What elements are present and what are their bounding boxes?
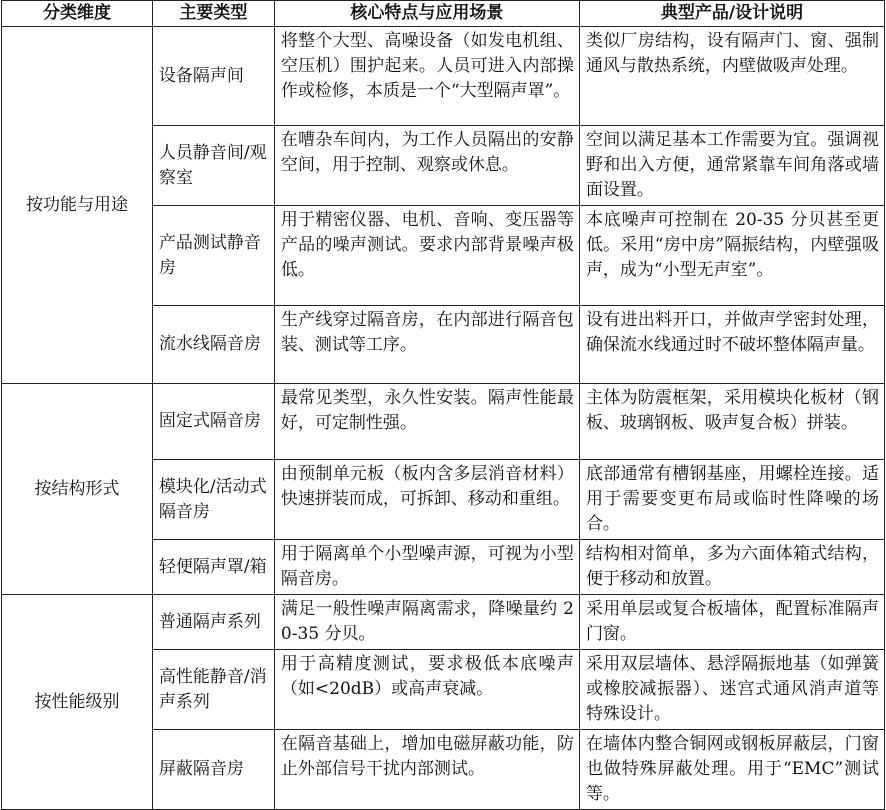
product-cell: 采用双层墙体、悬浮隔振地基（如弹簧或橡胶减振器）、迷宫式通风消声道等特殊设计。 bbox=[579, 650, 884, 730]
type-cell: 固定式隔音房 bbox=[152, 384, 274, 460]
feature-cell: 用于隔离单个小型噪声源，可视为小型隔音房。 bbox=[274, 540, 579, 595]
type-cell: 模块化/活动式隔音房 bbox=[152, 460, 274, 540]
feature-cell: 将整个大型、高噪设备（如发电机组、空压机）围护起来。人员可进入内部操作或检修，本质是一个“大型隔声罩”。 bbox=[274, 27, 579, 126]
feature-cell: 生产线穿过隔音房，在内部进行隔音包装、测试等工序。 bbox=[274, 306, 579, 384]
header-row bbox=[2, 1, 885, 27]
type-cell: 高性能静音/消声系列 bbox=[152, 650, 274, 730]
header-features: 核心特点与应用场景 bbox=[274, 1, 579, 27]
product-cell: 本底噪声可控制在 20-35 分贝甚至更低。采用“房中房”隔振结构，内壁强吸声，成为“小型无声室”。 bbox=[579, 206, 884, 306]
product-cell: 在墙体内整合铜网或钢板屏蔽层，门窗也做特殊屏蔽处理。用于“EMC”测试等。 bbox=[579, 730, 884, 810]
header-products: 典型产品/设计说明 bbox=[579, 1, 884, 27]
type-cell: 屏蔽隔音房 bbox=[152, 730, 274, 810]
feature-cell: 用于高精度测试，要求极低本底噪声（如<20dB）或高声衰减。 bbox=[274, 650, 579, 730]
type-cell: 普通隔声系列 bbox=[152, 595, 274, 650]
table-row bbox=[2, 595, 885, 650]
table-row bbox=[2, 384, 885, 460]
header-type: 主要类型 bbox=[152, 1, 274, 27]
product-cell: 底部通常有槽钢基座，用螺栓连接。适用于需要变更布局或临时性降噪的场合。 bbox=[579, 460, 884, 540]
product-cell: 采用单层或复合板墙体，配置标准隔声门窗。 bbox=[579, 595, 884, 650]
product-cell: 结构相对简单，多为六面体箱式结构，便于移动和放置。 bbox=[579, 540, 884, 595]
feature-cell: 在隔音基础上，增加电磁屏蔽功能，防止外部信号干扰内部测试。 bbox=[274, 730, 579, 810]
header-dimension: 分类维度 bbox=[2, 1, 153, 27]
type-cell: 人员静音间/观察室 bbox=[152, 126, 274, 206]
product-cell: 空间以满足基本工作需要为宜。强调视野和出入方便，通常紧靠车间角落或墙面设置。 bbox=[579, 126, 884, 206]
feature-cell: 用于精密仪器、电机、音响、变压器等产品的噪声测试。要求内部背景噪声极低。 bbox=[274, 206, 579, 306]
type-cell: 设备隔声间 bbox=[152, 27, 274, 126]
group-label-structure: 按结构形式 bbox=[2, 384, 153, 595]
group-label-function: 按功能与用途 bbox=[2, 27, 153, 384]
type-cell: 产品测试静音房 bbox=[152, 206, 274, 306]
feature-cell: 最常见类型，永久性安装。隔声性能最好，可定制性强。 bbox=[274, 384, 579, 460]
feature-cell: 由预制单元板（板内含多层消音材料）快速拼装而成，可拆卸、移动和重组。 bbox=[274, 460, 579, 540]
product-cell: 设有进出料开口，并做声学密封处理，确保流水线通过时不破坏整体隔声量。 bbox=[579, 306, 884, 384]
feature-cell: 满足一般性噪声隔离需求，降噪量约 20-35 分贝。 bbox=[274, 595, 579, 650]
feature-cell: 在嘈杂车间内，为工作人员隔出的安静空间，用于控制、观察或休息。 bbox=[274, 126, 579, 206]
type-cell: 流水线隔音房 bbox=[152, 306, 274, 384]
type-cell: 轻便隔声罩/箱 bbox=[152, 540, 274, 595]
group-label-performance: 按性能级别 bbox=[2, 595, 153, 810]
classification-table bbox=[1, 0, 885, 810]
product-cell: 类似厂房结构，设有隔声门、窗、强制通风与散热系统，内壁做吸声处理。 bbox=[579, 27, 884, 126]
table-row bbox=[2, 27, 885, 126]
product-cell: 主体为防震框架，采用模块化板材（钢板、玻璃钢板、吸声复合板）拼装。 bbox=[579, 384, 884, 460]
